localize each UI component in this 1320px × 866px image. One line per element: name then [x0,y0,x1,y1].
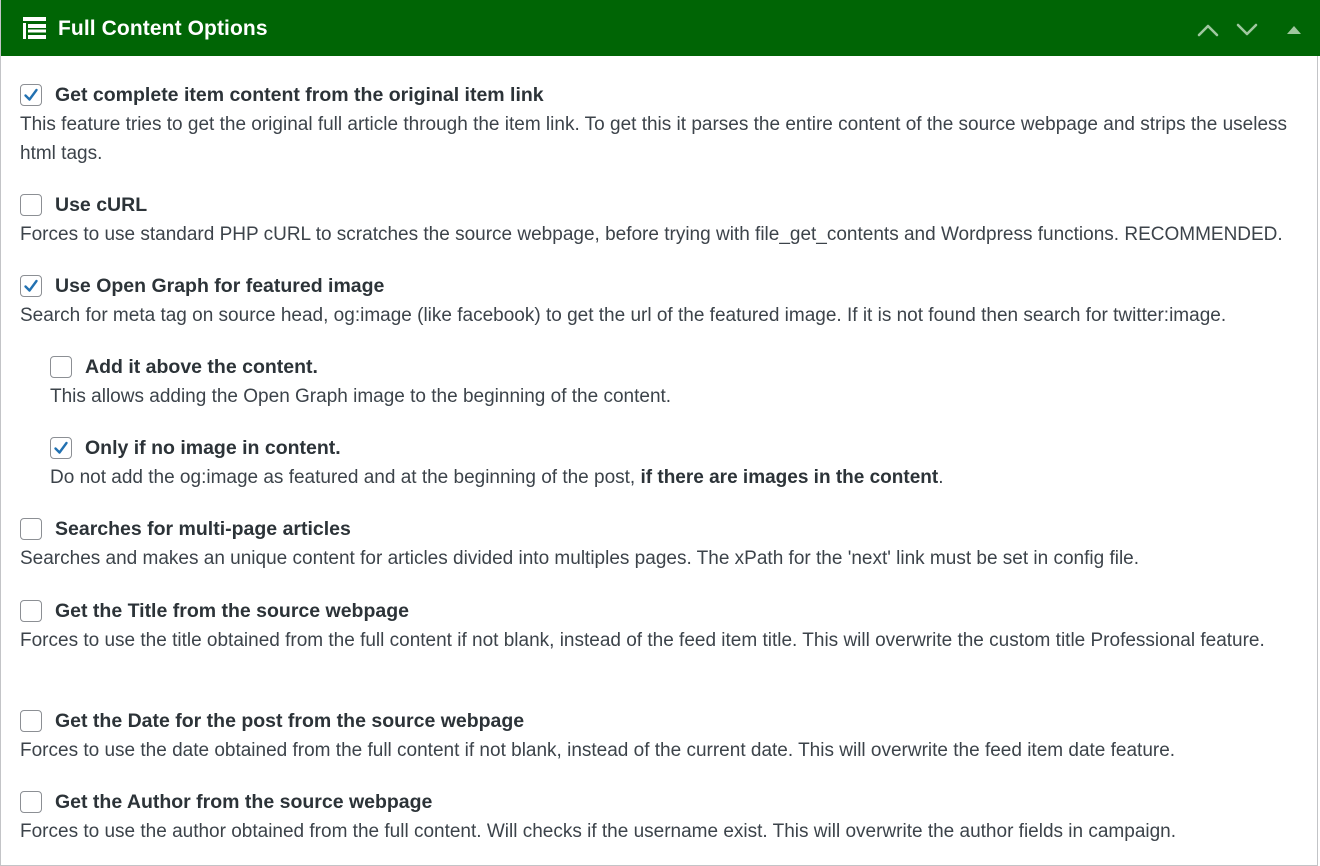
option-multi-page [20,516,1310,573]
triangle-up-icon[interactable] [1282,19,1306,43]
option-date-from-source [20,708,1310,765]
option-description: Forces to use the title obtained from the full content if not blank, instead of the feed item title. This will overwrite the custom title Professional feature. [20,630,1265,651]
description-emphasis: if there are images in the content [640,467,939,488]
option-description: Forces to use the date obtained from the full content if not blank, instead of the current date. This will overwrite the feed item date feature. [20,740,1176,761]
option-label[interactable]: Only if no image in content. [85,437,341,459]
title-from-source-checkbox[interactable] [20,600,42,622]
option-description: This feature tries to get the original full article through the item link. To get this it parses the entire content of the source webpage and strips the useless html tags. [20,114,1288,164]
checkmark-icon [53,440,69,456]
option-label[interactable]: Searches for multi-page articles [55,518,351,540]
panel-title: Full Content Options [58,17,268,40]
option-label[interactable]: Get the Title from the source webpage [55,600,409,622]
description-text: Do not add the og:image as featured and at the beginning of the post, [50,467,641,488]
option-description: Forces to use the author obtained from the full content. Will checks if the username exist. This will overwrite the author fields in campaign. [20,821,1177,842]
option-label[interactable]: Use Open Graph for featured image [55,275,385,297]
option-label[interactable]: Get the Date for the post from the source webpage [55,710,525,732]
option-description [50,463,1300,492]
option-description: Search for meta tag on source head, og:image (like facebook) to get the url of the featured image. If it is not found then search for twitter:image. [20,305,1227,326]
chevron-down-icon[interactable] [1235,17,1259,41]
full-content-checkbox[interactable] [20,84,42,106]
option-title-from-source [20,598,1310,655]
checkmark-icon [23,278,39,294]
option-description: Searches and makes an unique content for articles divided into multiples pages. The xPath for the 'next' link must be set in config file. [20,548,1140,569]
checkmark-icon [23,87,39,103]
option-author-from-source [20,789,1310,846]
option-full-content [20,82,1310,168]
author-from-source-checkbox[interactable] [20,791,42,813]
option-use-curl [20,192,1310,249]
option-add-above-content [50,354,1310,411]
option-label[interactable]: Use cURL [55,194,148,216]
only-if-no-image-checkbox[interactable] [50,437,72,459]
date-from-source-checkbox[interactable] [20,710,42,732]
add-above-content-checkbox[interactable] [50,356,72,378]
option-label[interactable]: Get complete item content from the original item link [55,84,544,106]
option-description: This allows adding the Open Graph image to the beginning of the content. [50,386,672,407]
option-label[interactable]: Add it above the content. [85,356,318,378]
option-description: Forces to use standard PHP cURL to scratches the source webpage, before trying with file_get_contents and Wordpress functions. RECOMMENDED. [20,224,1283,245]
option-only-if-no-image [50,435,1310,492]
open-graph-checkbox[interactable] [20,275,42,297]
panel-header[interactable] [1,0,1320,56]
use-curl-checkbox[interactable] [20,194,42,216]
option-label[interactable]: Get the Author from the source webpage [55,791,433,813]
multi-page-checkbox[interactable] [20,518,42,540]
content-layout-icon [23,17,46,39]
description-tail: . [938,467,944,488]
option-open-graph [20,273,1310,330]
chevron-up-icon[interactable] [1196,17,1220,41]
